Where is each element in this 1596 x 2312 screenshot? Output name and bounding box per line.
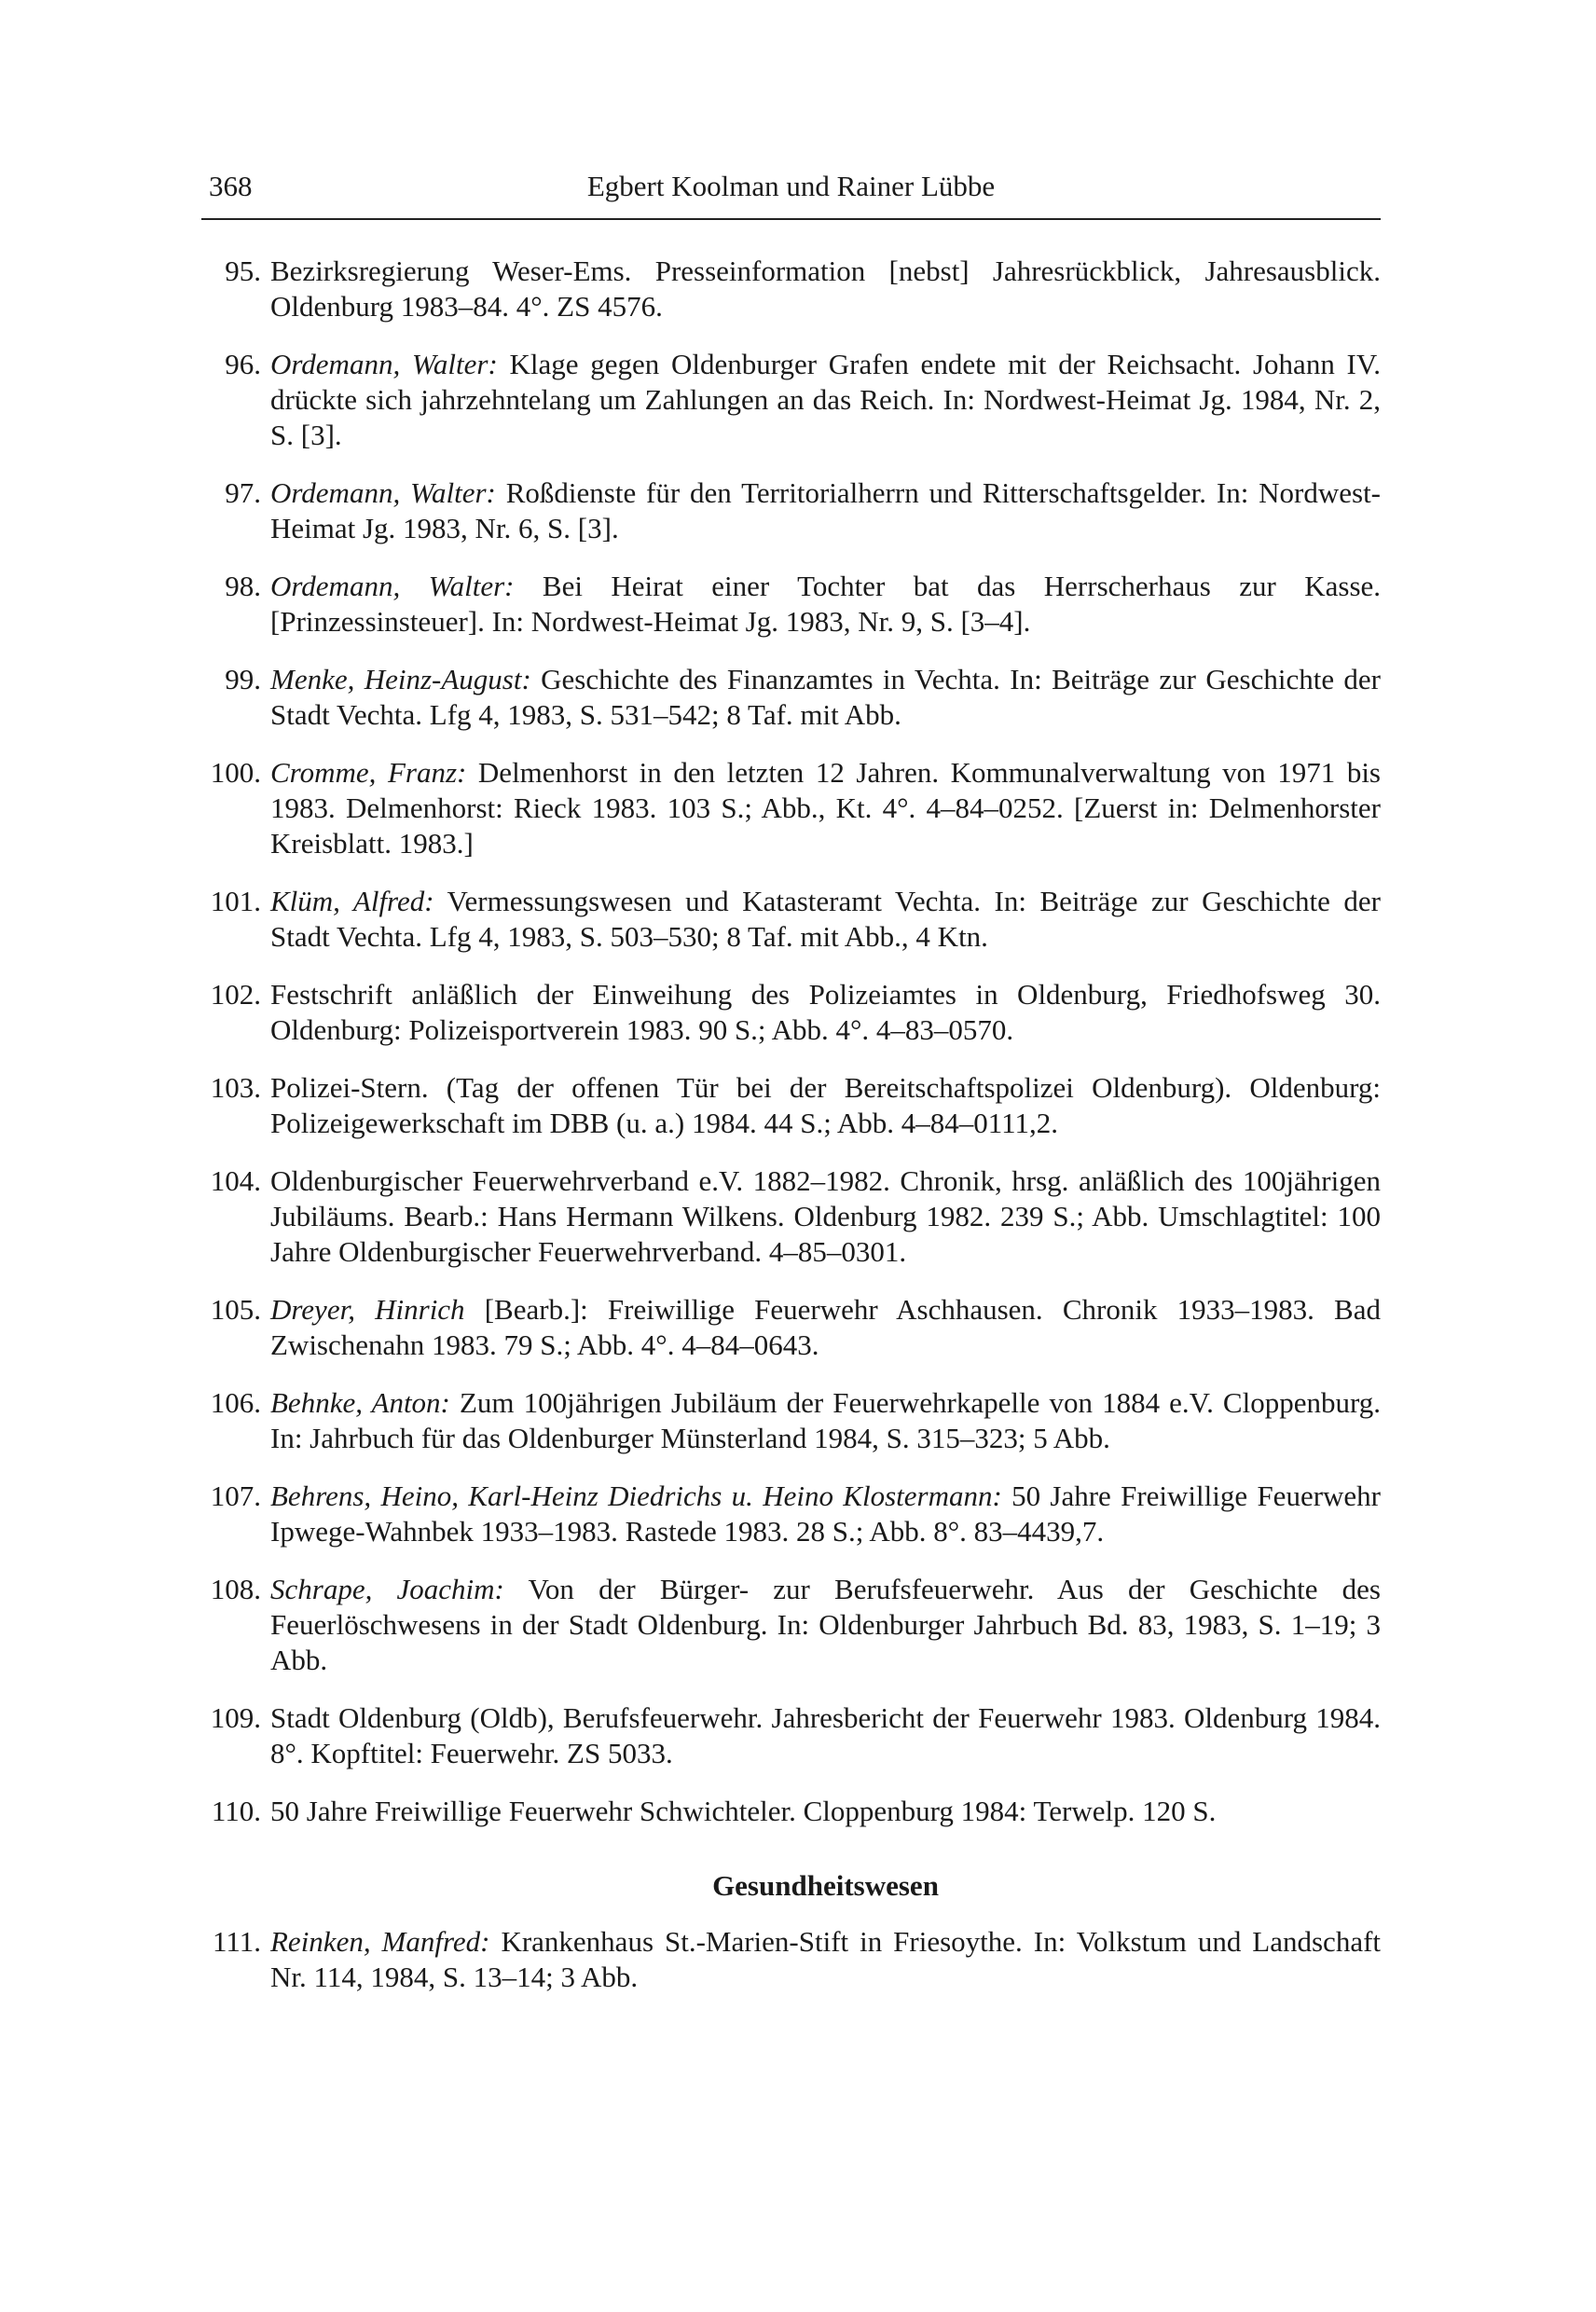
section-heading: Gesundheitswesen xyxy=(712,1869,939,1902)
bibliography-entry xyxy=(192,1572,1381,1678)
bibliography-entry xyxy=(192,662,1381,733)
entry-text xyxy=(270,1479,1381,1549)
running-title: Egbert Koolman und Rainer Lübbe xyxy=(586,170,996,202)
entry-body: Krankenhaus St.-Marien-Stift in Friesoythe. In: Volkstum und Landschaft Nr. 114, 1984, S. 13–14; 3 Abb. xyxy=(270,1925,1382,1993)
bibliography-list xyxy=(192,254,1381,2017)
bibliography-entry xyxy=(192,977,1381,1048)
bibliography-entry xyxy=(192,1385,1381,1456)
entry-author: Klüm, Alfred: xyxy=(270,885,434,917)
entry-number: 95. xyxy=(225,255,261,287)
entry-text xyxy=(270,662,1381,733)
entry-number: 103. xyxy=(210,1071,261,1104)
bibliography-entry xyxy=(192,1163,1381,1270)
bibliography-entry xyxy=(192,1292,1381,1363)
entry-number: 104. xyxy=(210,1164,261,1197)
entry-body: 50 Jahre Freiwillige Feuerwehr Schwichteler. Cloppenburg 1984: Terwelp. 120 S. xyxy=(270,1795,1217,1827)
entry-author: Ordemann, Walter: xyxy=(270,570,515,602)
entry-text xyxy=(270,1794,1381,1829)
bibliography-entry xyxy=(192,1794,1381,1829)
entry-body: [Bearb.]: Freiwillige Feuerwehr Aschhausen. Chronik 1933–1983. Bad Zwischenahn 1983. 79 S.; Abb. 4°. 4–84–0643. xyxy=(270,1293,1381,1361)
entry-body: Roßdienste für den Territorialherrn und Ritterschaftsgelder. In: Nordwest-Heimat Jg. 1983, Nr. 6, S. [3]. xyxy=(270,476,1382,544)
bibliography-entry xyxy=(192,569,1381,640)
entry-text xyxy=(270,569,1381,640)
entry-text xyxy=(270,1385,1381,1456)
entry-author: Reinken, Manfred: xyxy=(270,1925,490,1958)
bibliography-entry xyxy=(192,254,1381,324)
entry-body: Vermessungswesen und Katasteramt Vechta. In: Beiträge zur Geschichte der Stadt Vechta. Lfg 4, 1983, S. 503–530; 8 Taf. mit Abb., 4 Ktn. xyxy=(270,885,1381,953)
page-number: 368 xyxy=(209,170,253,202)
entry-body: Geschichte des Finanzamtes in Vechta. In: Beiträge zur Geschichte der Stadt Vechta. Lfg 4, 1983, S. 531–542; 8 Taf. mit Abb. xyxy=(270,663,1382,731)
entry-body: Stadt Oldenburg (Oldb), Berufsfeuerwehr. Jahresbericht der Feuerwehr 1983. Oldenburg 1984. 8°. Kopftitel: Feuerwehr. ZS 5033. xyxy=(270,1701,1381,1769)
entry-body: Oldenburgischer Feuerwehrverband e.V. 1882–1982. Chronik, hrsg. anläßlich des 100jährigen Jubiläums. Bearb.: Hans Hermann Wilkens. Oldenburg 1982. 239 S.; Abb. Umschlagtitel: 100 Jahre Oldenburgischer Feuerwehrverband. 4–85–0301. xyxy=(270,1164,1381,1268)
entry-body: Festschrift anläßlich der Einweihung des Polizeiamtes in Oldenburg, Friedhofsweg 30. Oldenburg: Polizeisportverein 1983. 90 S.; Abb. 4°. 4–83–0570. xyxy=(270,978,1381,1046)
entry-body: Von der Bürger- zur Berufsfeuerwehr. Aus der Geschichte des Feuerlöschwesens in der Stadt Oldenburg. In: Oldenburger Jahrbuch Bd. 83, 1983, S. 1–19; 3 Abb. xyxy=(270,1573,1381,1676)
entry-number: 97. xyxy=(225,476,261,509)
entry-number: 98. xyxy=(225,570,261,602)
entry-number: 106. xyxy=(210,1386,261,1419)
entry-body: Polizei-Stern. (Tag der offenen Tür bei der Bereitschaftspolizei Oldenburg). Oldenburg: Polizeigewerkschaft im DBB (u. a.) 1984. 44 S.; Abb. 4–84–0111,2. xyxy=(270,1071,1381,1139)
entry-group-section xyxy=(192,1924,1381,1995)
entry-number: 110. xyxy=(211,1795,261,1827)
entry-text xyxy=(270,755,1381,861)
bibliography-entry xyxy=(192,1479,1381,1549)
entry-text xyxy=(270,1572,1381,1678)
entry-text xyxy=(270,1163,1381,1270)
entry-number: 108. xyxy=(210,1573,261,1605)
bibliography-entry xyxy=(192,1924,1381,1995)
entry-body: Zum 100jährigen Jubiläum der Feuerwehrkapelle von 1884 e.V. Cloppenburg. In: Jahrbuch für das Oldenburger Münsterland 1984, S. 315–323; 5 Abb. xyxy=(270,1386,1381,1454)
entry-body: Delmenhorst in den letzten 12 Jahren. Kommunalverwaltung von 1971 bis 1983. Delmenhorst: Rieck 1983. 103 S.; Abb., Kt. 4°. 4–84–0252. [Zuerst in: Delmenhorster Kreisblatt. 1983.] xyxy=(270,756,1381,860)
entry-number: 101. xyxy=(210,885,261,917)
entry-text xyxy=(270,1700,1381,1771)
entry-text xyxy=(270,254,1381,324)
running-head xyxy=(201,166,1381,220)
entry-author: Ordemann, Walter: xyxy=(270,476,496,509)
entry-text xyxy=(270,977,1381,1048)
bibliography-entry xyxy=(192,1070,1381,1141)
entry-text xyxy=(270,347,1381,453)
entry-number: 109. xyxy=(210,1701,261,1734)
bibliography-entry xyxy=(192,755,1381,861)
entry-group xyxy=(192,254,1381,1829)
entry-author: Cromme, Franz: xyxy=(270,756,467,789)
entry-text xyxy=(270,475,1381,546)
entry-number: 102. xyxy=(210,978,261,1011)
entry-number: 99. xyxy=(225,663,261,695)
entry-author: Menke, Heinz-August: xyxy=(270,663,531,695)
entry-text xyxy=(270,1292,1381,1363)
entry-author: Schrape, Joachim: xyxy=(270,1573,504,1605)
entry-number: 105. xyxy=(210,1293,261,1326)
entry-text xyxy=(270,1070,1381,1141)
entry-body: Bezirksregierung Weser-Ems. Presseinformation [nebst] Jahresrückblick, Jahresausblick. Oldenburg 1983–84. 4°. ZS 4576. xyxy=(270,255,1381,323)
bibliography-entry xyxy=(192,475,1381,546)
entry-text xyxy=(270,1924,1381,1995)
entry-number: 96. xyxy=(225,348,261,380)
entry-number: 107. xyxy=(210,1479,261,1512)
entry-body: Bei Heirat einer Tochter bat das Herrscherhaus zur Kasse. [Prinzessinsteuer]. In: Nordwest-Heimat Jg. 1983, Nr. 9, S. [3–4]. xyxy=(270,570,1382,638)
entry-author: Behnke, Anton: xyxy=(270,1386,450,1419)
entry-author: Dreyer, Hinrich xyxy=(270,1293,465,1326)
entry-body: Klage gegen Oldenburger Grafen endete mit der Reichsacht. Johann IV. drückte sich jahrzehntelang um Zahlungen an das Reich. In: Nordwest-Heimat Jg. 1984, Nr. 2, S. [3]. xyxy=(270,348,1381,451)
bibliography-entry xyxy=(192,347,1381,453)
bibliography-entry xyxy=(192,1700,1381,1771)
entry-text xyxy=(270,884,1381,955)
entry-author: Behrens, Heino, Karl-Heinz Diedrichs u. Heino Klostermann: xyxy=(270,1479,1002,1512)
entry-author: Ordemann, Walter: xyxy=(270,348,498,380)
entry-number: 100. xyxy=(210,756,261,789)
bibliography-entry xyxy=(192,884,1381,955)
entry-body: 50 Jahre Freiwillige Feuerwehr Ipwege-Wahnbek 1933–1983. Rastede 1983. 28 S.; Abb. 8°. 83–4439,7. xyxy=(270,1479,1381,1548)
entry-number: 111. xyxy=(213,1925,261,1958)
